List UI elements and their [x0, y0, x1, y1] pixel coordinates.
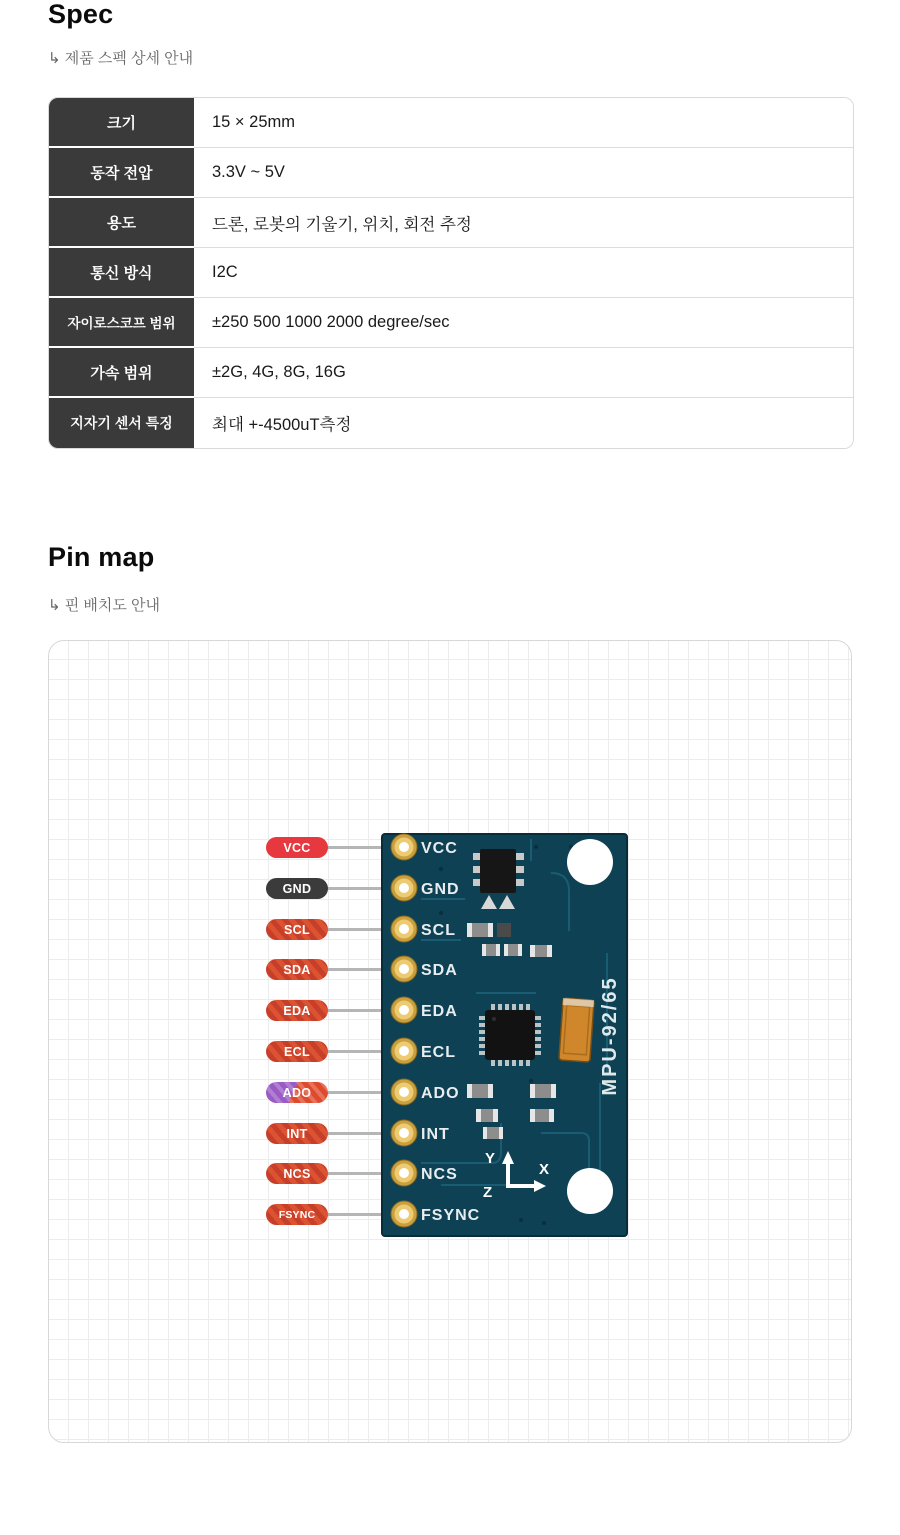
- pin-badge-eda: EDA: [266, 1000, 328, 1021]
- axis-z-label: Z: [483, 1184, 493, 1201]
- spec-row: [49, 198, 853, 248]
- board-pin-label: ECL: [421, 1044, 456, 1061]
- board-pin-label: SCL: [421, 922, 456, 939]
- spec-row-label: 통신 방식: [49, 248, 194, 298]
- board-pin-label: SDA: [421, 962, 458, 979]
- pin-badge-ecl: ECL: [266, 1041, 328, 1062]
- pin-badge-ado: ADO: [266, 1082, 328, 1103]
- board-pin-label: FSYNC: [421, 1207, 481, 1224]
- spec-row: [49, 298, 853, 348]
- board-pin-label: GND: [421, 881, 460, 898]
- pinmap-panel: [48, 640, 852, 1443]
- spec-row-label: 지자기 센서 특징: [49, 398, 194, 448]
- spec-row-value: I2C: [194, 248, 853, 298]
- spec-row-value: 드론, 로봇의 기울기, 위치, 회전 추정: [194, 198, 853, 248]
- board-pin-label: ADO: [421, 1085, 460, 1102]
- mounting-hole-bottom: [567, 1168, 613, 1214]
- pin-badge-gnd: GND: [266, 878, 328, 899]
- axis-x-label: X: [539, 1161, 550, 1178]
- spec-row-value: 15 × 25mm: [194, 98, 853, 148]
- spec-subtitle: ↳ 제품 스펙 상세 안내: [48, 50, 194, 67]
- board-pin-label: VCC: [421, 840, 458, 857]
- spec-row-value: ±250 500 1000 2000 degree/sec: [194, 298, 853, 348]
- axis-y-label: Y: [485, 1150, 496, 1167]
- spec-row: [49, 398, 853, 448]
- spec-row-label: 용도: [49, 198, 194, 248]
- spec-row: [49, 98, 853, 148]
- mpu-chip: [479, 1004, 541, 1066]
- spec-row: [49, 348, 853, 398]
- board-pin-label: EDA: [421, 1003, 458, 1020]
- pin-badge-ncs: NCS: [266, 1163, 328, 1184]
- spec-row-label: 자이로스코프 범위: [49, 298, 194, 348]
- pin-badge-sda: SDA: [266, 959, 328, 980]
- pin-badge-vcc: VCC: [266, 837, 328, 858]
- pin-badge-scl: SCL: [266, 919, 328, 940]
- pinmap-title: Pin map: [48, 542, 155, 572]
- spec-row-label: 크기: [49, 98, 194, 148]
- board-pin-label: NCS: [421, 1166, 458, 1183]
- mounting-hole-top: [567, 839, 613, 885]
- spec-row-value: 3.3V ~ 5V: [194, 148, 853, 198]
- pinmap-subtitle: ↳ 핀 배치도 안내: [48, 597, 161, 614]
- capacitor: [559, 998, 594, 1062]
- sensor-board-image: [381, 833, 628, 1237]
- board-pin-label: INT: [421, 1126, 450, 1143]
- pin-badge-fsync: FSYNC: [266, 1204, 328, 1225]
- pin-badge-int: INT: [266, 1123, 328, 1144]
- spec-row: [49, 248, 853, 298]
- spec-row-label: 가속 범위: [49, 348, 194, 398]
- spec-row-label: 동작 전압: [49, 148, 194, 198]
- spec-row: [49, 148, 853, 198]
- spec-row-value: 최대 +-4500uT측정: [194, 398, 853, 448]
- spec-table: [48, 97, 854, 449]
- spec-title: Spec: [48, 0, 114, 29]
- board-name-label: MPU-92/65: [599, 976, 621, 1096]
- spec-row-value: ±2G, 4G, 8G, 16G: [194, 348, 853, 398]
